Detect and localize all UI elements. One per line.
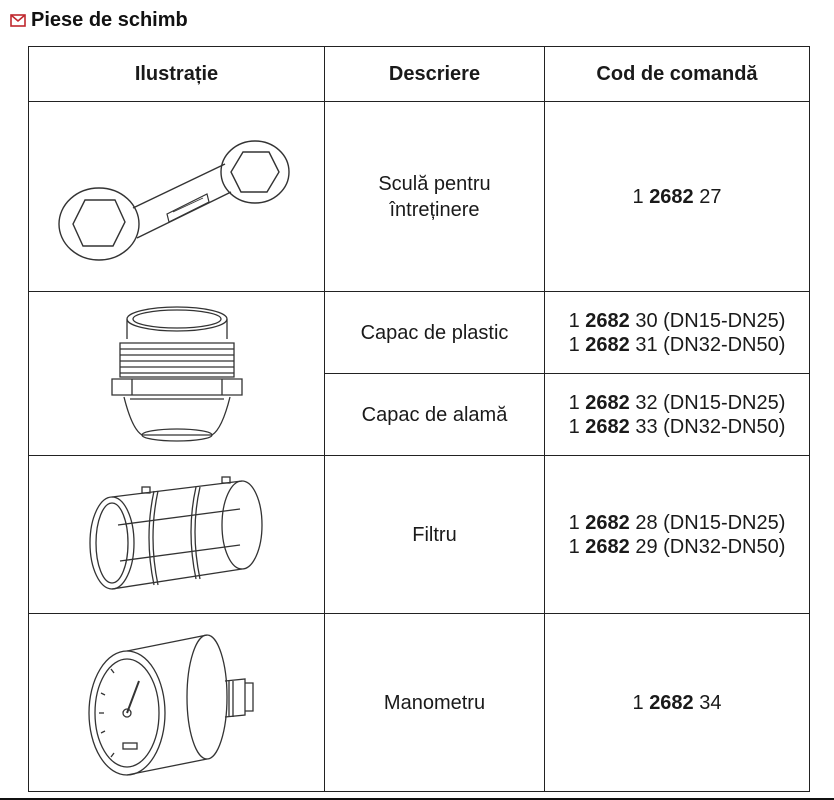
description-cell <box>325 614 545 792</box>
order-code <box>545 511 809 535</box>
order-code <box>545 691 809 715</box>
code-bold: 2682 <box>585 333 630 356</box>
cap-drawing <box>29 292 325 456</box>
code-suffix: 29 (DN32-DN50) <box>635 535 786 558</box>
row-description: Capac de plastic <box>360 321 509 344</box>
order-code <box>545 333 809 357</box>
order-code-cell <box>545 614 810 792</box>
row-description: Capac de alamă <box>361 403 508 426</box>
code-suffix: 28 (DN15-DN25) <box>635 511 786 534</box>
code-prefix: 1 <box>568 535 580 558</box>
table-row <box>29 456 810 614</box>
table-row <box>29 292 810 374</box>
order-code <box>545 391 809 415</box>
code-bold: 2682 <box>649 691 694 714</box>
order-code <box>545 535 809 559</box>
table-row <box>29 614 810 792</box>
code-prefix: 1 <box>568 333 580 356</box>
code-bold: 2682 <box>585 511 630 534</box>
order-code-cell <box>545 102 810 292</box>
order-code <box>545 309 809 333</box>
row-description: Filtru <box>412 523 457 546</box>
order-code-cell <box>545 456 810 614</box>
code-prefix: 1 <box>632 691 644 714</box>
code-bold: 2682 <box>649 185 694 208</box>
header-illustration: Ilustrație <box>29 47 325 102</box>
code-prefix: 1 <box>632 185 644 208</box>
spare-parts-table <box>28 46 810 792</box>
section-title: Piese de schimb <box>31 8 188 31</box>
code-suffix: 31 (DN32-DN50) <box>635 333 786 356</box>
code-bold: 2682 <box>585 391 630 414</box>
code-prefix: 1 <box>568 415 580 438</box>
table-header-row <box>29 47 810 102</box>
code-bold: 2682 <box>585 309 630 332</box>
code-suffix: 27 <box>699 185 722 208</box>
description-cell <box>325 456 545 614</box>
table-row <box>29 102 810 292</box>
code-suffix: 34 <box>699 691 722 714</box>
row-description: Manometru <box>383 691 486 714</box>
code-prefix: 1 <box>568 511 580 534</box>
description-cell <box>325 374 545 456</box>
description-cell <box>325 102 545 292</box>
code-bold: 2682 <box>585 535 630 558</box>
code-prefix: 1 <box>568 309 580 332</box>
order-code <box>545 185 809 209</box>
envelope-icon <box>10 12 26 28</box>
code-prefix: 1 <box>568 391 580 414</box>
code-bold: 2682 <box>585 415 630 438</box>
header-order-code: Cod de comandă <box>545 47 810 102</box>
order-code <box>545 415 809 439</box>
row-description: Sculă pentru întreținere <box>378 172 491 221</box>
header-description: Descriere <box>325 47 545 102</box>
wrench-drawing <box>29 102 325 292</box>
pressure-gauge-drawing <box>29 614 325 792</box>
code-suffix: 33 (DN32-DN50) <box>635 415 786 438</box>
section-heading <box>10 8 188 32</box>
code-suffix: 32 (DN15-DN25) <box>635 391 786 414</box>
order-code-cell <box>545 292 810 374</box>
order-code-cell <box>545 374 810 456</box>
filter-drawing <box>29 456 325 614</box>
description-cell <box>325 292 545 374</box>
code-suffix: 30 (DN15-DN25) <box>635 309 786 332</box>
